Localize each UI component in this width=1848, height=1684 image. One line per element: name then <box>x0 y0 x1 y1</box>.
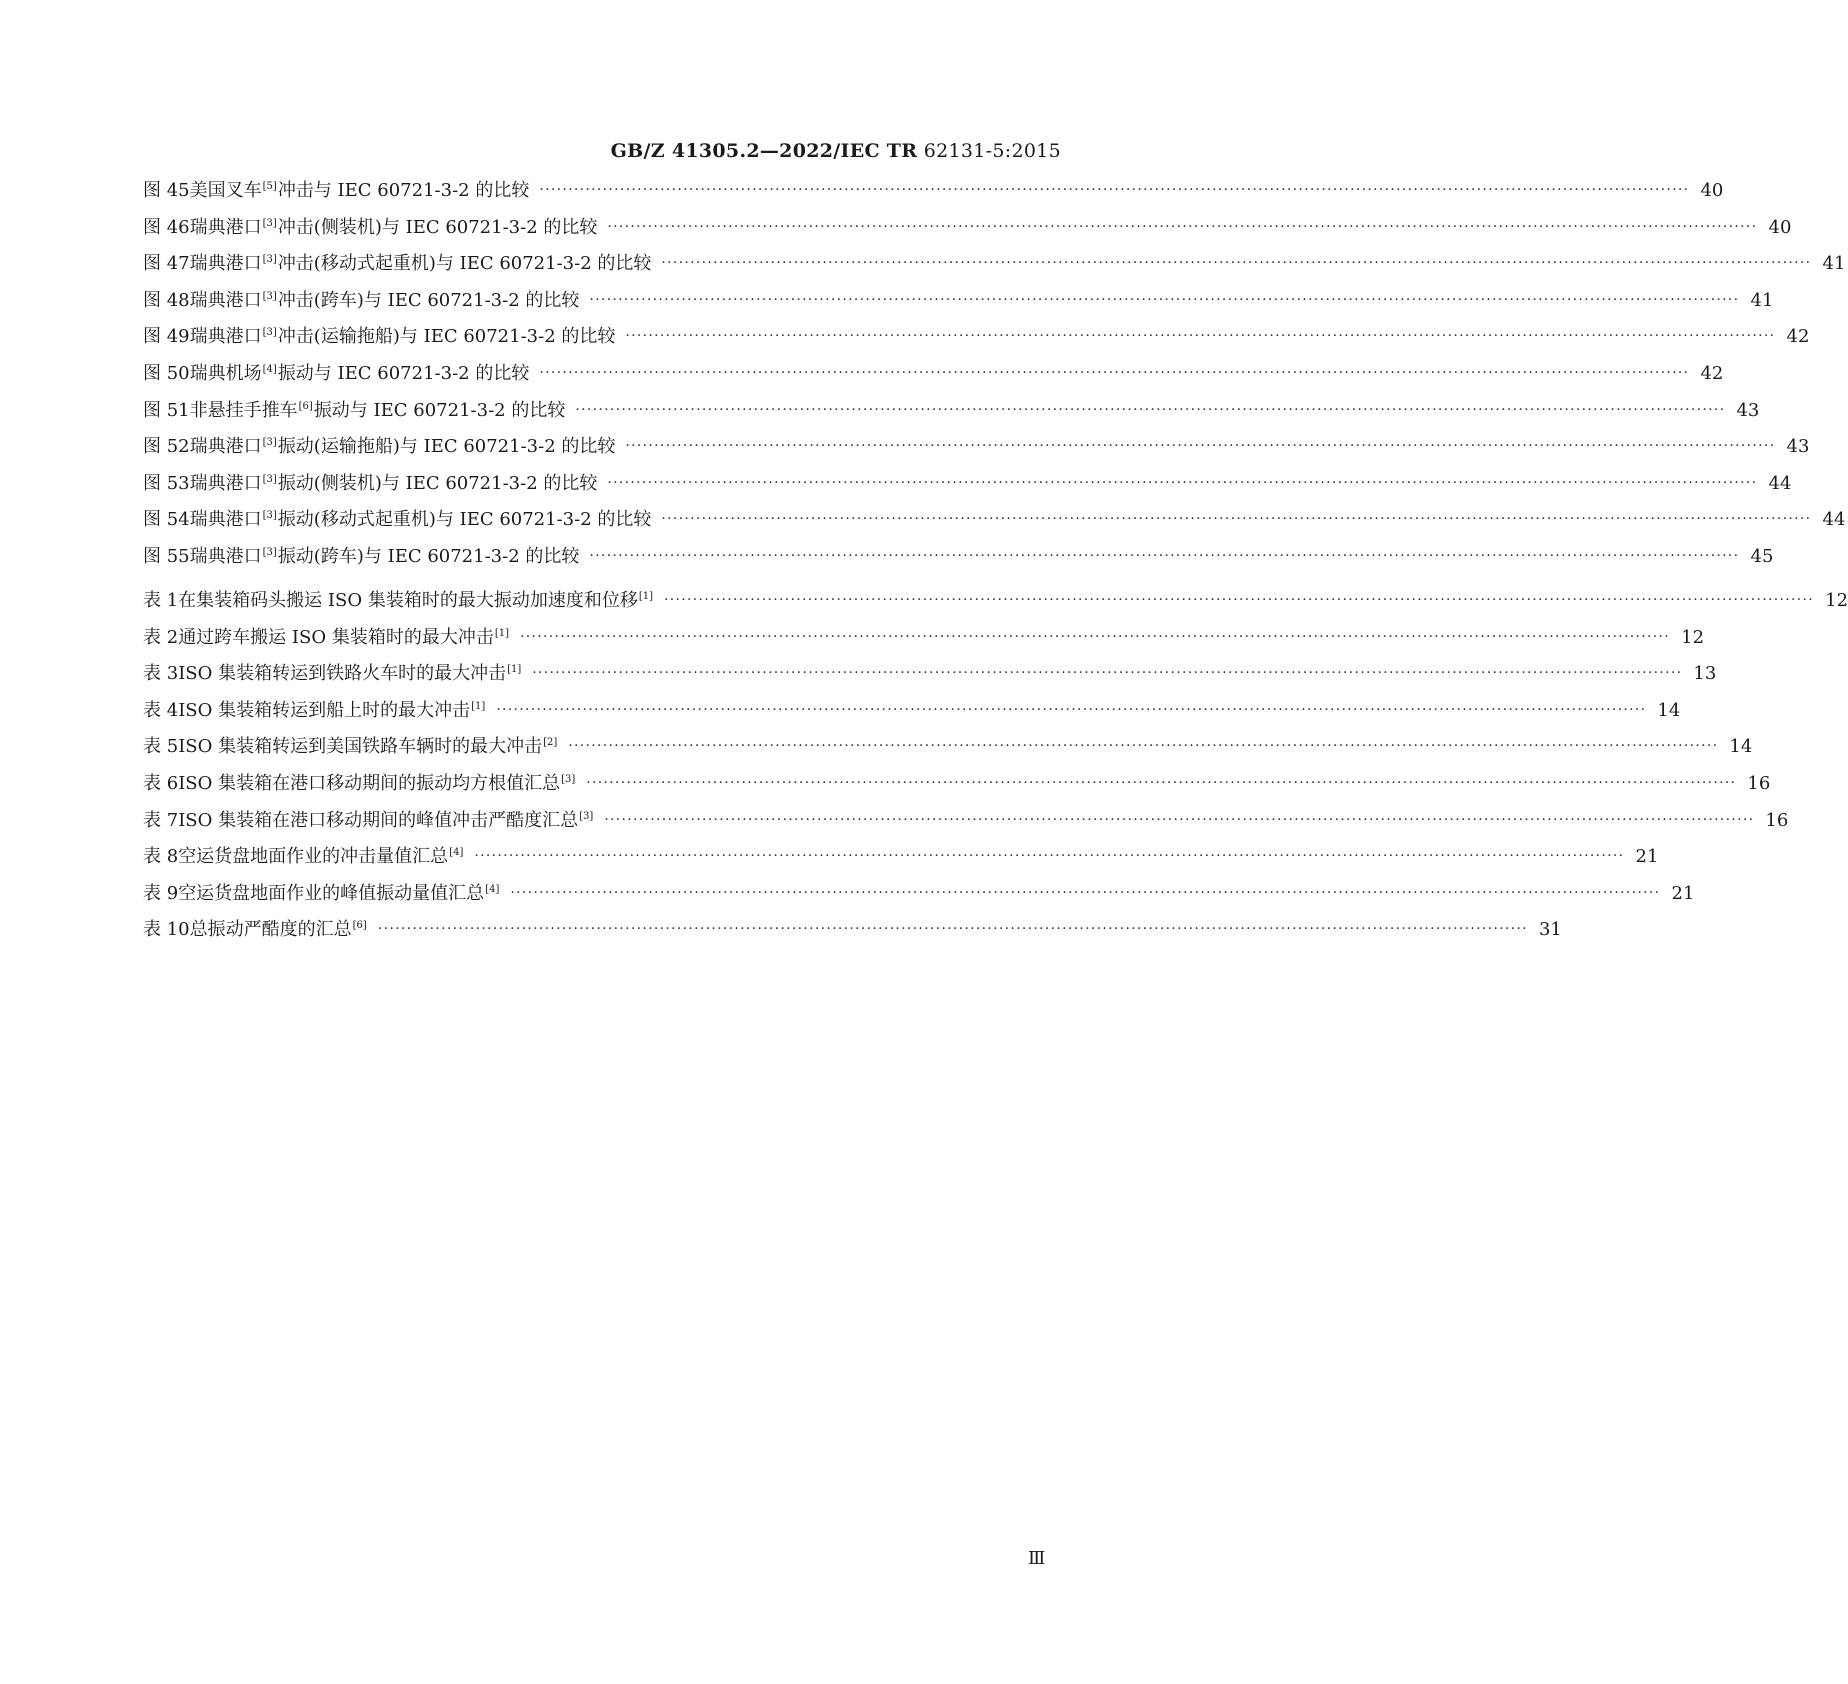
table-title-text: ISO 集装箱在港口移动期间的峰值冲击严酷度汇总 <box>178 809 579 831</box>
figure-number: 图 47 <box>143 253 190 275</box>
table-title <box>178 586 664 612</box>
table-entry[interactable] <box>143 659 1717 696</box>
page-ref: 12 <box>1825 590 1848 611</box>
figure-title-text-after-ref: 振动与 IEC 60721-3-2 的比较 <box>313 399 566 421</box>
page-ref: 43 <box>1736 399 1760 421</box>
header-suffix: 62131-5:2015 <box>923 140 1061 162</box>
table-title-text: 在集装箱码头搬运 ISO 集装箱时的最大振动加速度和位移 <box>178 590 638 611</box>
standard-header <box>611 140 1061 162</box>
figure-entry[interactable] <box>143 542 1774 579</box>
figure-number: 图 49 <box>143 326 190 348</box>
reference-citation: [3] <box>262 290 277 302</box>
figure-title <box>190 213 608 239</box>
table-number: 表 9 <box>143 882 179 904</box>
page-ref: 14 <box>1729 736 1753 758</box>
reference-citation: [3] <box>262 217 277 229</box>
table-title-text: 通过跨车搬运 ISO 集装箱时的最大冲击 <box>178 626 494 648</box>
figure-number: 图 46 <box>143 216 190 238</box>
figure-title-text-after-ref: 振动(运输拖船)与 IEC 60721-3-2 的比较 <box>277 436 616 458</box>
dot-leader: ········································································································································································································ <box>661 255 1812 272</box>
dot-leader: ········································································································································································································ <box>474 848 1625 865</box>
dot-leader: ········································································································································································································ <box>664 592 1815 608</box>
figure-list <box>143 176 1846 579</box>
table-title <box>178 623 520 649</box>
table-title-text: 空运货盘地面作业的峰值振动量值汇总 <box>178 882 485 904</box>
dot-leader: ········································································································································································································ <box>589 547 1740 564</box>
figure-entry[interactable] <box>143 176 1724 213</box>
figure-title-text: 瑞典港口 <box>189 253 262 275</box>
dot-leader: ········································································································································································································ <box>625 328 1776 345</box>
table-entry[interactable] <box>143 915 1562 952</box>
reference-citation: [1] <box>638 591 653 602</box>
page-ref: 13 <box>1693 663 1717 685</box>
figure-title-text-after-ref: 冲击(侧装机)与 IEC 60721-3-2 的比较 <box>277 216 598 238</box>
table-title-text: ISO 集装箱转运到铁路火车时的最大冲击 <box>178 663 507 685</box>
table-number: 表 8 <box>143 846 179 868</box>
figure-title <box>190 542 590 568</box>
figure-title-text-after-ref: 冲击与 IEC 60721-3-2 的比较 <box>277 180 530 201</box>
table-entry[interactable] <box>143 806 1789 843</box>
figure-entry[interactable] <box>143 286 1774 323</box>
table-entry[interactable] <box>143 696 1681 733</box>
dot-leader: ········································································································································································································ <box>520 628 1671 645</box>
reference-citation: [4] <box>485 883 500 895</box>
page-ref: 42 <box>1786 326 1810 348</box>
page-ref: 16 <box>1765 809 1789 831</box>
table-entry[interactable] <box>143 586 1848 623</box>
figure-title-text: 瑞典机场 <box>189 362 262 384</box>
figure-title-text-after-ref: 振动(移动式起重机)与 IEC 60721-3-2 的比较 <box>277 509 652 531</box>
dot-leader: ········································································································································································································ <box>589 291 1740 308</box>
dot-leader: ········································································································································································································ <box>575 401 1726 418</box>
table-title <box>178 842 474 868</box>
dot-leader: ········································································································································································································ <box>661 511 1812 528</box>
table-number: 表 6 <box>143 772 179 794</box>
figure-entry[interactable] <box>143 249 1846 286</box>
reference-citation: [3] <box>262 510 277 522</box>
figure-title-text: 美国叉车 <box>189 180 262 201</box>
figure-title-text-after-ref: 振动与 IEC 60721-3-2 的比较 <box>277 362 530 384</box>
dot-leader: ········································································································································································································ <box>532 665 1683 682</box>
table-number: 表 10 <box>143 919 190 941</box>
page-ref: 16 <box>1747 772 1771 794</box>
page-ref: 41 <box>1822 253 1846 275</box>
figure-title-text-after-ref: 振动(跨车)与 IEC 60721-3-2 的比较 <box>277 545 580 567</box>
reference-citation: [3] <box>262 546 277 558</box>
figure-entry[interactable] <box>143 213 1792 250</box>
table-number: 表 2 <box>143 626 179 648</box>
table-title-text: 总振动严酷度的汇总 <box>189 919 352 941</box>
figure-title-text: 非悬挂手推车 <box>189 399 298 421</box>
figure-entry[interactable] <box>143 505 1846 542</box>
figure-title-text: 瑞典港口 <box>189 436 262 458</box>
table-number: 表 1 <box>143 590 179 611</box>
reference-citation: [3] <box>262 254 277 266</box>
figure-number: 图 52 <box>143 436 190 458</box>
figure-title-text: 瑞典港口 <box>189 509 262 531</box>
page-ref: 14 <box>1657 699 1681 721</box>
figure-entry[interactable] <box>143 469 1792 506</box>
page-ref: 40 <box>1768 216 1792 238</box>
figure-title-text: 瑞典港口 <box>189 472 262 494</box>
page-ref: 44 <box>1822 509 1846 531</box>
figure-number: 图 53 <box>143 472 190 494</box>
dot-leader: ········································································································································································································ <box>539 364 1690 381</box>
reference-citation: [2] <box>543 737 558 749</box>
page-ref: 12 <box>1681 626 1705 648</box>
figure-title-text-after-ref: 冲击(跨车)与 IEC 60721-3-2 的比较 <box>277 289 580 311</box>
table-title-text: ISO 集装箱转运到船上时的最大冲击 <box>178 699 471 721</box>
table-number: 表 5 <box>143 736 179 758</box>
table-title-text: 空运货盘地面作业的冲击量值汇总 <box>178 846 449 868</box>
table-title <box>190 915 378 941</box>
figure-entry[interactable] <box>143 322 1810 359</box>
page-ref: 40 <box>1700 180 1724 201</box>
table-list <box>143 586 1848 952</box>
table-entry[interactable] <box>143 623 1705 660</box>
reference-citation: [3] <box>561 773 576 785</box>
table-number: 表 7 <box>143 809 179 831</box>
dot-leader: ········································································································································································································ <box>496 701 1647 718</box>
figure-title-text-after-ref: 冲击(移动式起重机)与 IEC 60721-3-2 的比较 <box>277 253 652 275</box>
table-entry[interactable] <box>143 842 1659 879</box>
figure-number: 图 45 <box>143 180 190 201</box>
table-number: 表 3 <box>143 663 179 685</box>
figure-title-text-after-ref: 振动(侧装机)与 IEC 60721-3-2 的比较 <box>277 472 598 494</box>
table-title <box>178 659 532 685</box>
figure-number: 图 55 <box>143 545 190 567</box>
dot-leader: ········································································································································································································ <box>625 438 1776 455</box>
figure-number: 图 50 <box>143 362 190 384</box>
table-title <box>178 769 586 795</box>
dot-leader: ········································································································································································································ <box>607 218 1758 235</box>
page-ref: 21 <box>1671 882 1695 904</box>
figure-entry[interactable] <box>143 396 1760 433</box>
reference-citation: [3] <box>262 327 277 339</box>
dot-leader: ········································································································································································································ <box>568 738 1719 755</box>
figure-number: 图 48 <box>143 289 190 311</box>
page-ref: 41 <box>1750 289 1774 311</box>
figure-title <box>190 176 540 202</box>
reference-citation: [3] <box>579 810 594 822</box>
dot-leader: ········································································································································································································ <box>539 182 1690 198</box>
dot-leader: ········································································································································································································ <box>510 884 1661 901</box>
table-title <box>178 806 604 832</box>
figure-title <box>190 286 590 312</box>
figure-title <box>190 359 540 385</box>
dot-leader: ········································································································································································································ <box>586 774 1737 791</box>
page-ref: 21 <box>1635 846 1659 868</box>
dot-leader: ········································································································································································································ <box>604 811 1755 828</box>
figure-title <box>190 469 608 495</box>
page-ref: 42 <box>1700 362 1724 384</box>
table-title <box>178 879 510 905</box>
page-ref: 31 <box>1538 919 1562 941</box>
figure-title <box>190 249 662 275</box>
table-title <box>178 732 568 758</box>
table-entry[interactable] <box>143 879 1695 916</box>
dot-leader: ········································································································································································································ <box>607 474 1758 491</box>
figure-entry[interactable] <box>143 432 1810 469</box>
figure-number: 图 54 <box>143 509 190 531</box>
figure-title-text: 瑞典港口 <box>189 216 262 238</box>
reference-citation: [3] <box>262 437 277 449</box>
page-ref: 45 <box>1750 545 1774 567</box>
figure-title <box>190 505 662 531</box>
table-title-text: ISO 集装箱转运到美国铁路车辆时的最大冲击 <box>178 736 543 758</box>
figure-title <box>190 322 626 348</box>
reference-citation: [5] <box>262 181 277 192</box>
figure-number: 图 51 <box>143 399 190 421</box>
page-ref: 44 <box>1768 472 1792 494</box>
figure-title <box>190 396 576 422</box>
reference-citation: [1] <box>507 664 522 676</box>
header-prefix: GB/Z 41305.2—2022/IEC TR <box>610 140 918 162</box>
table-title <box>178 696 496 722</box>
figure-title-text: 瑞典港口 <box>189 326 262 348</box>
reference-citation: [3] <box>262 473 277 485</box>
reference-citation: [4] <box>262 363 277 375</box>
figure-title-text: 瑞典港口 <box>189 545 262 567</box>
reference-citation: [1] <box>471 700 486 712</box>
page-ref: 43 <box>1786 436 1810 458</box>
figure-title-text: 瑞典港口 <box>189 289 262 311</box>
table-title-text: ISO 集装箱在港口移动期间的振动均方根值汇总 <box>178 772 561 794</box>
table-number: 表 4 <box>143 699 179 721</box>
reference-citation: [4] <box>449 847 464 859</box>
reference-citation: [6] <box>298 400 313 412</box>
table-entry[interactable] <box>143 732 1753 769</box>
page-number: Ⅲ <box>1028 1548 1046 1569</box>
reference-citation: [6] <box>352 920 367 932</box>
figure-title-text-after-ref: 冲击(运输拖船)与 IEC 60721-3-2 的比较 <box>277 326 616 348</box>
figure-title <box>190 432 626 458</box>
reference-citation: [1] <box>494 627 509 639</box>
figure-entry[interactable] <box>143 359 1724 396</box>
table-entry[interactable] <box>143 769 1771 806</box>
dot-leader: ········································································································································································································ <box>377 921 1528 938</box>
